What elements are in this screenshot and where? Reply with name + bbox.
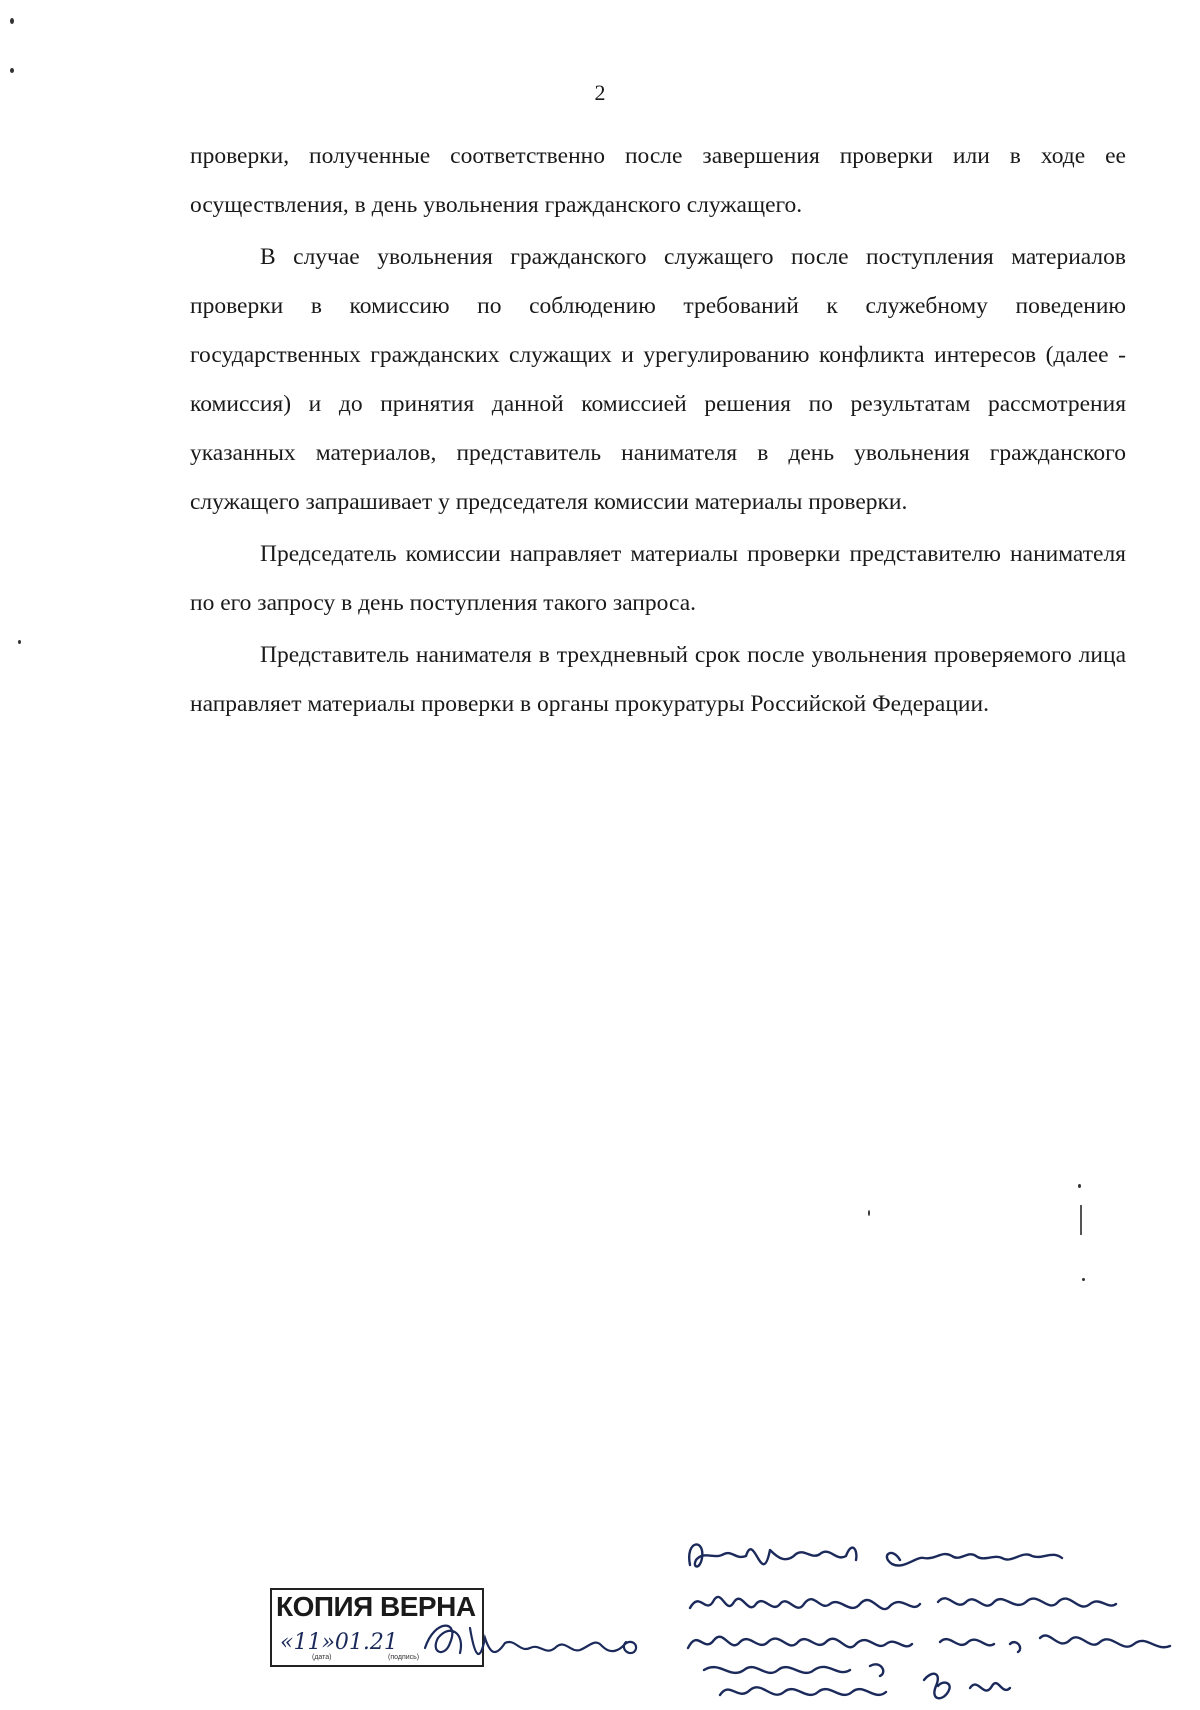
- stamp-signature: [420, 1608, 650, 1678]
- handwritten-note: [680, 1520, 1190, 1710]
- document-body: [190, 132, 1126, 729]
- paragraph: Председатель комиссии направляет материалы проверки представителю нанимателя по его запросу в день поступления такого запроса.: [190, 541, 1126, 616]
- scan-speck: [18, 640, 21, 644]
- stamp-date-label: (дата): [312, 1654, 332, 1661]
- scan-speck: [10, 68, 14, 73]
- stamp-signature-label: (подпись): [388, 1654, 420, 1661]
- paragraph: Представитель нанимателя в трехдневный срок после увольнения проверяемого лица направляет материалы проверки в органы прокуратуры Российской Федерации.: [190, 642, 1126, 717]
- stamp-date: «11»01.21: [280, 1630, 398, 1655]
- stamp-title: КОПИЯ ВЕРНА: [276, 1591, 476, 1622]
- page-number: 2: [594, 80, 606, 105]
- scan-speck: [10, 18, 14, 24]
- scan-speck: [1078, 1184, 1081, 1188]
- paragraph: В случае увольнения гражданского служащего после поступления материалов проверки в комиссию по соблюдению требований к служебному поведению государственных гражданских служащих и урегулированию конфликта интересов (далее - комиссия) и до принятия данной комиссией решения по результатам рассмотрения указанных материалов, представитель нанимателя в день увольнения гражданского служащего запрашивает у председателя комиссии материалы проверки.: [190, 244, 1126, 515]
- scan-edge-line: [1080, 1205, 1082, 1235]
- paragraph: проверки, полученные соответственно после завершения проверки или в ходе ее осуществления, в день увольнения гражданского служащего.: [190, 143, 1126, 218]
- scan-speck: [868, 1210, 870, 1216]
- scan-speck: [1082, 1278, 1085, 1281]
